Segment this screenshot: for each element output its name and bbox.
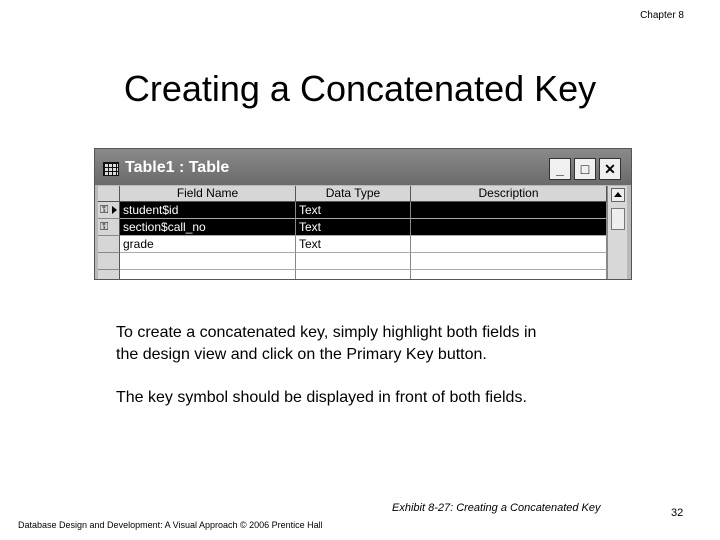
instruction-line-1: To create a concatenated key, simply highlight both fields in — [116, 324, 537, 341]
window-titlebar[interactable] — [95, 149, 631, 185]
page-number: 32 — [671, 507, 684, 519]
column-header-description[interactable]: Description — [411, 186, 607, 202]
row-selector-3[interactable] — [98, 236, 120, 253]
row-selector-2[interactable] — [98, 219, 120, 236]
instruction-line-3: The key symbol should be displayed in front of both fields. — [116, 389, 527, 406]
description-cell[interactable] — [411, 202, 607, 219]
scroll-thumb[interactable] — [611, 208, 625, 230]
empty-cell[interactable] — [120, 270, 296, 280]
primary-key-icon: ⚿ — [100, 221, 109, 233]
description-cell[interactable] — [411, 253, 607, 270]
maximize-button[interactable]: □ — [574, 158, 596, 180]
column-header-data-type[interactable]: Data Type — [296, 186, 411, 202]
row-selector-header — [98, 186, 120, 202]
data-type-cell[interactable]: Text — [296, 202, 411, 219]
row-selector-4[interactable] — [98, 253, 120, 270]
field-name-cell[interactable]: grade — [120, 236, 296, 253]
field-name-cell[interactable] — [120, 253, 296, 270]
instruction-line-2: the design view and click on the Primary Key button. — [116, 346, 487, 363]
scroll-up-icon[interactable] — [611, 188, 625, 202]
exhibit-caption: Exhibit 8-27: Creating a Concatenated Key — [392, 502, 601, 514]
vertical-scrollbar[interactable] — [607, 186, 627, 280]
empty-cell[interactable] — [411, 270, 607, 280]
primary-key-icon: ⚿ — [100, 204, 109, 216]
chapter-label: Chapter 8 — [640, 10, 684, 21]
minimize-button[interactable]: _ — [549, 158, 571, 180]
field-name-cell[interactable]: student$id — [120, 202, 296, 219]
field-name-cell[interactable]: section$call_no — [120, 219, 296, 236]
column-header-field-name[interactable]: Field Name — [120, 186, 296, 202]
close-button[interactable]: ✕ — [599, 158, 621, 180]
row-selector-5[interactable] — [98, 270, 120, 280]
description-cell[interactable] — [411, 219, 607, 236]
table-icon — [103, 162, 119, 176]
description-cell[interactable] — [411, 236, 607, 253]
row-selector-1[interactable] — [98, 202, 120, 219]
current-row-arrow-icon — [112, 206, 117, 214]
footer-credit: Database Design and Development: A Visual Approach © 2006 Prentice Hall — [18, 520, 323, 530]
data-type-cell[interactable] — [296, 253, 411, 270]
data-type-cell[interactable]: Text — [296, 236, 411, 253]
slide-title: Creating a Concatenated Key — [123, 68, 597, 109]
data-type-cell[interactable]: Text — [296, 219, 411, 236]
design-grid — [98, 186, 607, 280]
table-design-window — [94, 148, 632, 280]
window-title: Table1 : Table — [125, 159, 230, 176]
empty-cell[interactable] — [296, 270, 411, 280]
